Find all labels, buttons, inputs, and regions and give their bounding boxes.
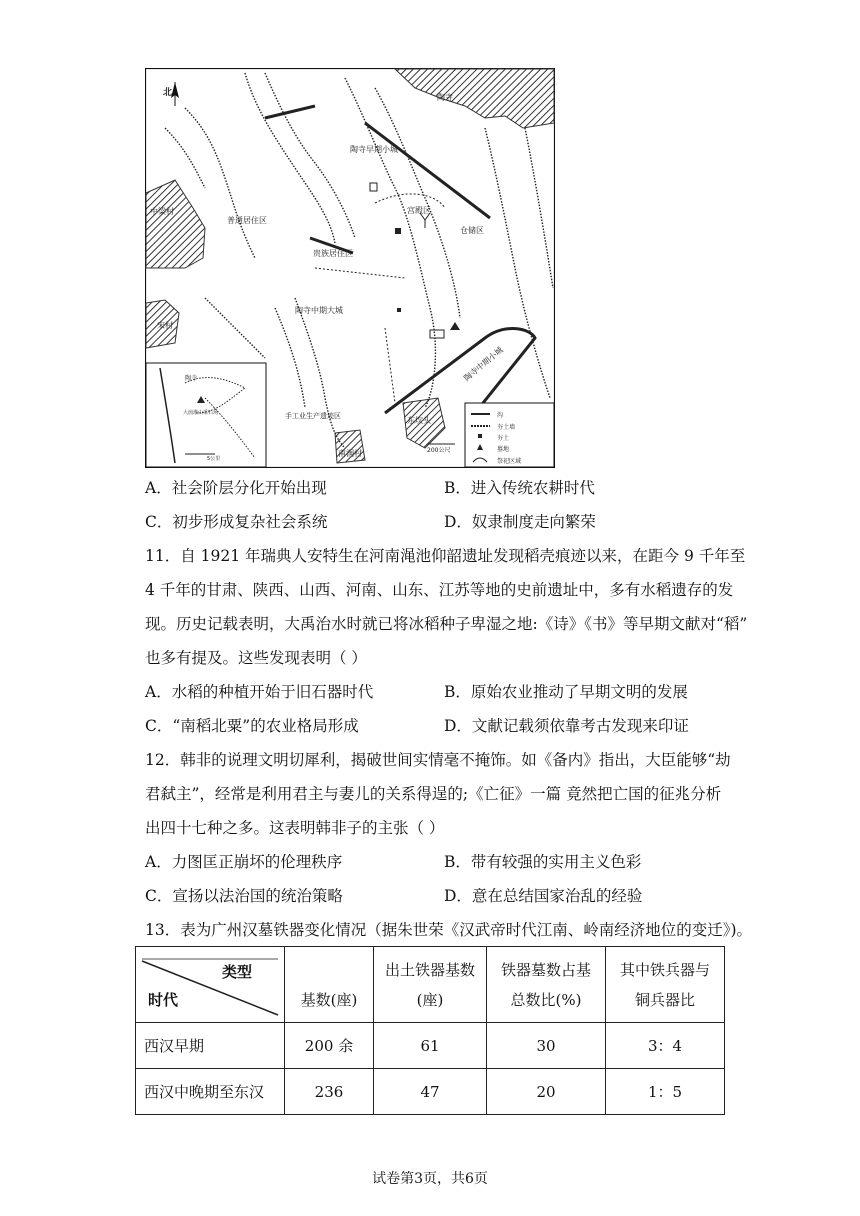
table-diag-bottom-label: 时代 [148,991,179,1009]
q12-stem-line: 出四十七种之多。这表明韩非子的主张（ ） [145,819,445,837]
q11-stem-line: 11．自 1921 年瑞典人安特生在河南渑池仰韶遗址发现稻壳痕迹以来，在距今 9 千年至 [145,547,746,565]
q12-option-d[interactable]: D．意在总结国家治乱的经验 [444,887,643,905]
q10-option-c[interactable]: C．初步形成复杂社会系统 [145,513,328,531]
nanxiang-area [335,430,365,463]
q12-option-a[interactable]: A．力图匡正崩坏的伦理秩序 [145,853,343,871]
q11-option-b[interactable]: B．原始农业推动了早期文明的发展 [444,683,688,701]
table-header-cell: 出土铁器基数 (座) [374,947,487,1023]
svg-text:夯土: 夯土 [497,435,510,442]
north-label: 北 [163,88,173,98]
svg-text:东坎头: 东坎头 [407,416,431,425]
svg-text:贵族居住区: 贵族居住区 [313,249,353,258]
inset-map [146,363,266,467]
iron-artifact-table [135,946,725,1115]
svg-text:普通居住区: 普通居住区 [227,216,267,225]
svg-text:5公里: 5公里 [207,456,221,462]
table-header-cell: 基数(座) [285,947,374,1023]
svg-text:宋村: 宋村 [157,321,173,330]
q10-option-b[interactable]: B．进入传统农耕时代 [444,479,595,497]
q12-option-b[interactable]: B．带有较强的实用主义色彩 [444,853,642,871]
table-diag-top-label: 类型 [222,963,253,981]
svg-text:中梁村: 中梁村 [150,207,174,216]
svg-text:仓储区: 仓储区 [460,226,484,235]
svg-text:南涧村: 南涧村 [338,449,362,458]
svg-text:沟: 沟 [497,412,504,419]
q11-stem-line: 现。历史记载表明，大禹治水时就已将冰稻种子卑湿之地:《诗》《书》等早期文献对“稻” [145,615,748,633]
svg-text:墓地: 墓地 [497,446,510,453]
q12-option-c[interactable]: C．宣扬以法治国的统治策略 [145,887,343,905]
page-footer: 试卷第3页，共6页 [372,1171,488,1187]
svg-text:夯土墙: 夯土墙 [497,424,516,431]
svg-text:陶寺早期小城: 陶寺早期小城 [350,145,398,154]
q11-option-d[interactable]: D．文献记载须依靠考古发现来印证 [444,717,689,735]
table-row: 西汉早期 200 余 61 30 3：4 [136,1023,725,1069]
q11-stem-line: 也多有提及。这些发现表明（ ） [145,649,367,667]
q11-option-a[interactable]: A．水稻的种植开始于旧石器时代 [145,683,374,701]
svg-text:陶寺: 陶寺 [185,375,198,382]
q10-option-d[interactable]: D．奴隶制度走向繁荣 [444,513,596,531]
table-header-cell: 其中铁兵器与 铜兵器比 [606,947,725,1023]
q13-stem-line: 13．表为广州汉墓铁器变化情况（据朱世荣《汉武帝时代江南、岭南经济地位的变迁》)。 [145,921,753,939]
q10-option-a[interactable]: A．社会阶层分化开始出现 [145,479,327,497]
svg-text:手工业生产遗迹区: 手工业生产遗迹区 [285,412,341,420]
svg-text:200公尺: 200公尺 [427,447,451,454]
q12-stem-line: 12．韩非的说理文明切犀利，揭破世间实情毫不掩饰。如《备内》指出，大臣能够“劫 [145,751,731,769]
table-header-cell: 铁器墓数占基 总数比(%) [487,947,606,1023]
svg-text:陶寺中期小城: 陶寺中期小城 [462,345,505,384]
q11-option-c[interactable]: C．“南稻北粟”的农业格局形成 [145,717,359,735]
svg-text:大崮堆山采石场: 大崮堆山采石场 [183,410,219,416]
archaeological-site-map [145,68,555,468]
svg-text:陶寺: 陶寺 [437,93,453,102]
svg-text:陶寺中期大城: 陶寺中期大城 [295,306,343,315]
svg-text:祭祀区域: 祭祀区域 [497,458,522,465]
table-diagonal-header-cell [136,947,285,1023]
q11-stem-line: 4 千年的甘肃、陕西、山西、河南、山东、江苏等地的史前遗址中，多有水稻遗存的发 [145,581,734,599]
map-legend [465,403,554,467]
table-row: 西汉中晚期至东汉 236 47 20 1：5 [136,1069,725,1115]
svg-text:宫殿区: 宫殿区 [407,206,431,215]
q12-stem-line: 君弑主”，经常是利用君主与妻儿的关系得逞的;《亡征》一篇 竟然把亡国的征兆分析 [145,785,722,803]
